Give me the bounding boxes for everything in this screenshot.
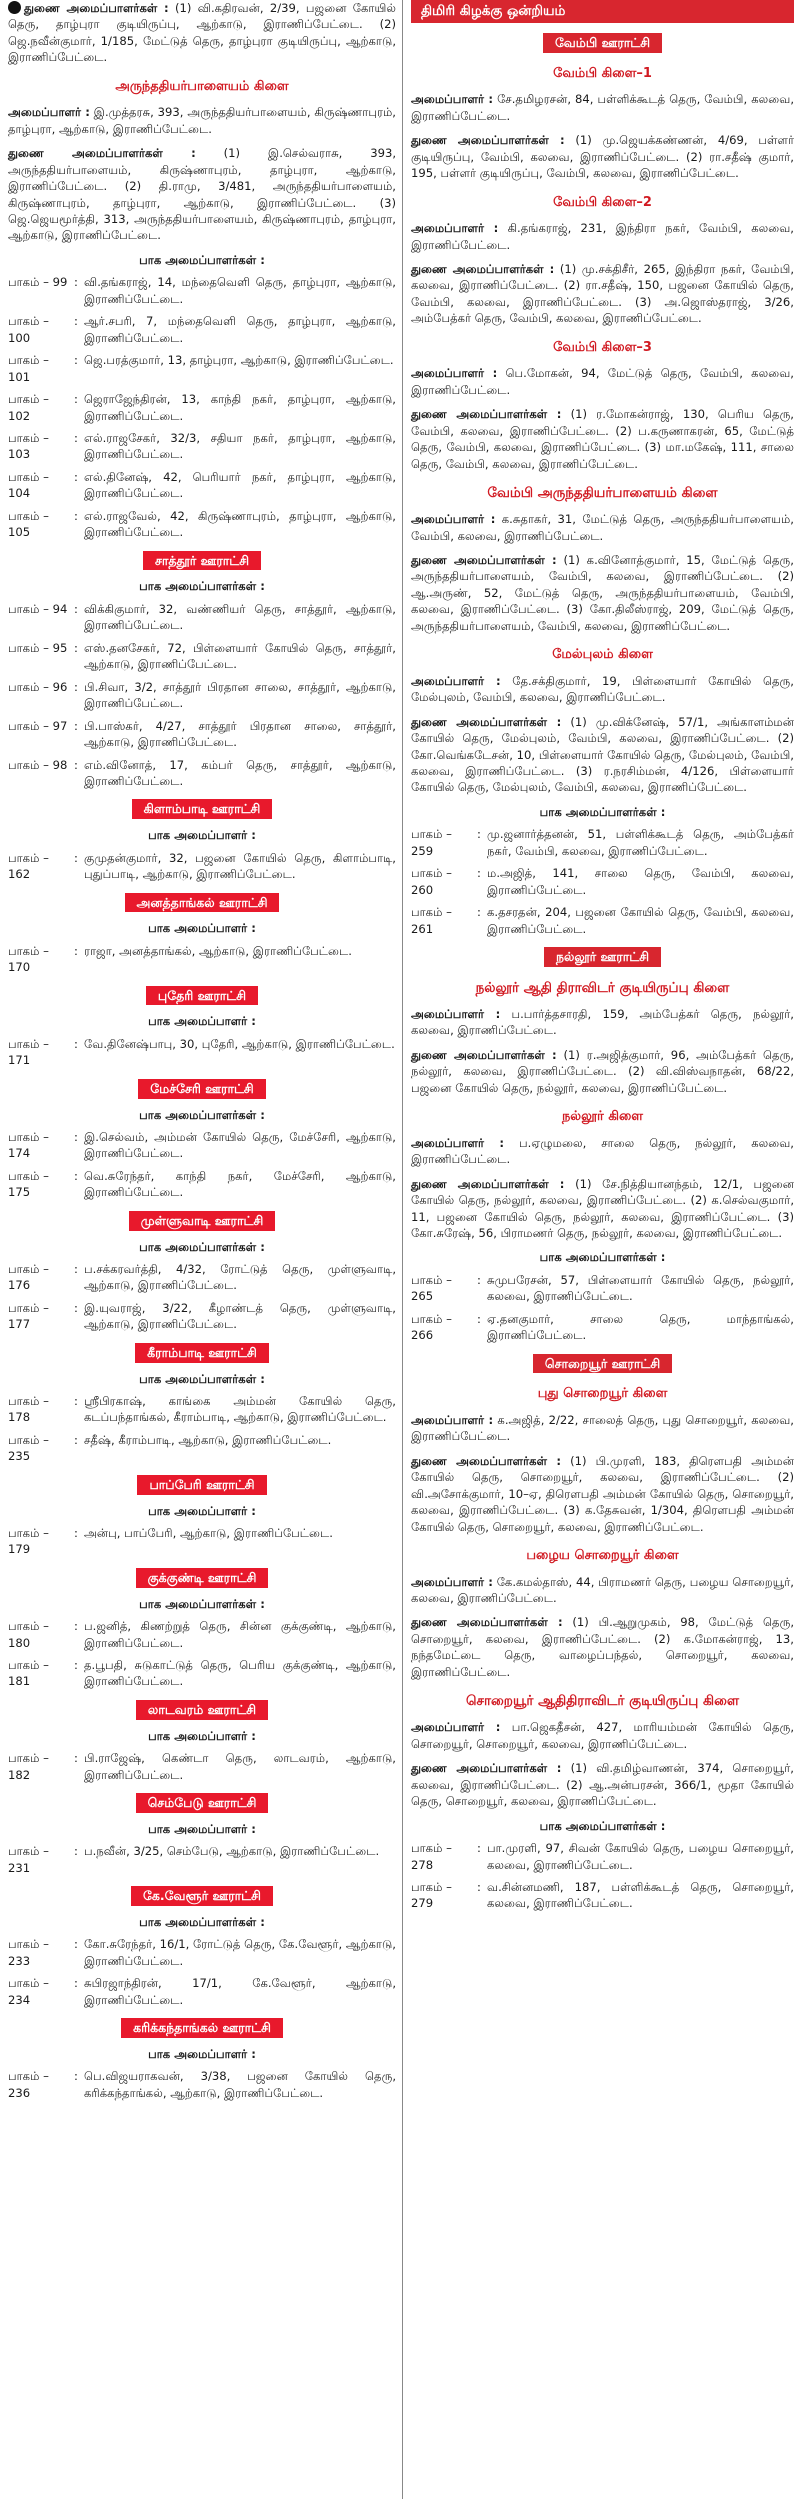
section-title: அருந்ததியர்பாளையம் கிளை bbox=[115, 78, 289, 94]
booth-organiser: சுமுபரேசன், 57, பிள்ளையார் கோயில் தெரு, நல்லூர், கலவை, இராணிப்பேட்டை. bbox=[487, 1272, 794, 1304]
subheading: பாக அமைப்பாளர் : bbox=[148, 1821, 256, 1836]
booth-organiser: ப.நவீன், 3/25, செம்பேடு, ஆற்காடு, இராணிப்பேட்டை. bbox=[84, 1844, 380, 1859]
section-title: கே.வேளூர் ஊராட்சி bbox=[131, 1886, 273, 1906]
booth-organiser: கோ.சுரேந்தர், 16/1, ரோட்டுத் தெரு, கே.வேளூர், ஆற்காடு, இராணிப்பேட்டை. bbox=[84, 1937, 396, 1968]
booth-organiser: பி.பாஸ்கர், 4/27, சாத்தூர் பிரதான சாலை, சாத்தூர், ஆற்காடு, இராணிப்பேட்டை. bbox=[84, 718, 396, 750]
booth-row: பாகம் – 266 : ஏ.தனகுமார், சாலை தெரு, மாந்தாங்கல், இராணிப்பேட்டை. bbox=[411, 1311, 794, 1343]
branch-title: வேம்பி கிளை–1 bbox=[553, 65, 652, 81]
booth-row: பாகம் – 171 : வே.தினேஷ்பாபு, 30, புதேரி, ஆற்காடு, இராணிப்பேட்டை. bbox=[8, 1036, 395, 1068]
booth-row: பாகம் – 233 : கோ.சுரேந்தர், 16/1, ரோட்டுத் தெரு, கே.வேளூர், ஆற்காடு, இராணிப்பேட்டை. bbox=[8, 1937, 396, 1968]
booth-number: பாகம் – 105 bbox=[8, 508, 49, 540]
booth-organiser: பி.சிவா, 3/2, சாத்தூர் பிரதான சாலை, சாத்தூர், ஆற்காடு, இராணிப்பேட்டை. bbox=[84, 679, 396, 711]
booth-number: பாகம் – 176 bbox=[8, 1261, 49, 1293]
branch-title: நல்லூர் கிளை bbox=[561, 1109, 644, 1125]
booth-row: பாகம் – 103 : எல்.ராஜசேகர், 32/3, சதியா நகர், தாழ்புரா, ஆற்காடு, இராணிப்பேட்டை. bbox=[8, 430, 396, 462]
booth-row: பாகம் – 180 : ப.ஜனித், கிணற்றுத் தெரு, சின்ன குக்குண்டி, ஆற்காடு, இராணிப்பேட்டை. bbox=[8, 1619, 396, 1650]
section-title: லாடவரம் ஊராட்சி bbox=[136, 1700, 268, 1720]
booth-organiser: பா.முரளி, 97, சிவன் கோயில் தெரு, பழைய சொறையூர், கலவை, இராணிப்பேட்டை. bbox=[487, 1841, 794, 1872]
booth-row: பாகம் – 234 : சுபிரஜாந்திரன், 17/1, கே.வேளூர், ஆற்காடு, இராணிப்பேட்டை. bbox=[8, 1976, 396, 2007]
booth-list bbox=[8, 1036, 396, 1069]
booth-row: பாகம் – 97 : பி.பாஸ்கர், 4/27, சாத்தூர் பிரதான சாலை, சாத்தூர், ஆற்காடு, இராணிப்பேட்டை. bbox=[8, 718, 396, 750]
booth-organiser: வி.தங்கராஜ், 14, மந்தைவெளி தெரு, தாழ்புரா, ஆற்காடு, இராணிப்பேட்டை. bbox=[84, 275, 396, 306]
booth-organiser: குமுதன்குமார், 32, பஜனை கோயில் தெரு, கிளாம்பாடி, புதுப்பாடி, ஆற்காடு, இராணிப்பேட்டை. bbox=[84, 850, 396, 882]
booth-organiser: வ.சின்னமணி, 187, பள்ளிக்கூடத் தெரு, சொறையூர், கலவை, இராணிப்பேட்டை. bbox=[487, 1880, 794, 1911]
booth-number: பாகம் – 102 bbox=[8, 392, 49, 423]
subheading: பாக அமைப்பாளர்கள் : bbox=[139, 1371, 265, 1386]
booth-number: பாகம் – 235 bbox=[8, 1432, 49, 1464]
section-title: பாப்பேரி ஊராட்சி bbox=[137, 1475, 266, 1495]
booth-number: பாகம் – 234 bbox=[8, 1976, 49, 2007]
subheading: பாக அமைப்பாளர்கள் : bbox=[139, 579, 265, 594]
booth-list bbox=[8, 1843, 396, 1876]
booth-list bbox=[8, 1936, 396, 2008]
booth-organiser: எல்.தினேஷ், 42, பெரியார் நகர், தாழ்புரா, ஆற்காடு, இராணிப்பேட்டை. bbox=[84, 469, 396, 501]
booth-row: பாகம் – 95 : எஸ்.தனசேகர், 72, பிள்ளையார் கோயில் தெரு, சாத்தூர், ஆற்காடு, இராணிப்பேட்டை. bbox=[8, 640, 396, 672]
subheading: பாக அமைப்பாளர்கள் : bbox=[139, 1596, 265, 1611]
booth-list bbox=[8, 1618, 396, 1690]
booth-number: பாகம் – 278 bbox=[411, 1841, 452, 1872]
branch-title: புது சொறையூர் கிளை bbox=[537, 1386, 668, 1402]
section-title: கிளாம்பாடி ஊராட்சி bbox=[132, 799, 273, 819]
booth-list bbox=[8, 943, 396, 976]
subheading: பாக அமைப்பாளர்கள் : bbox=[139, 1239, 265, 1254]
booth-number: பாகம் – 100 bbox=[8, 314, 49, 345]
section-title: முள்ளுவாடி ஊராட்சி bbox=[129, 1211, 276, 1231]
booth-organiser: ப.சக்கரவர்த்தி, 4/32, ரோட்டுத் தெரு, முள்ளுவாடி, ஆற்காடு, இராணிப்பேட்டை. bbox=[84, 1261, 396, 1293]
booth-number: பாகம் – 98 bbox=[8, 757, 68, 772]
booth-number: பாகம் – 174 bbox=[8, 1129, 49, 1161]
booth-row: பாகம் – 101 : ஜெ.பரத்குமார், 13, தாழ்புரா, ஆற்காடு, இராணிப்பேட்டை. bbox=[8, 352, 396, 385]
booth-row: பாகம் – 259 : மு.ஜனார்த்தனன், 51, பள்ளிக்கூடத் தெரு, அம்பேத்கர் நகர், வேம்பி, கலவை, இராணிப்பேட்டை. bbox=[411, 827, 794, 858]
section-title: நல்லூர் ஊராட்சி bbox=[544, 947, 661, 967]
booth-row: பாகம் – 260 : ம.அஜித், 141, சாலை தெரு, வேம்பி, கலவை, இராணிப்பேட்டை. bbox=[411, 866, 794, 897]
section-title: குக்குண்டி ஊராட்சி bbox=[136, 1568, 269, 1588]
branch-title: வேம்பி அருந்ததியர்பாளையம் கிளை bbox=[487, 484, 718, 501]
booth-number: பாகம் – 259 bbox=[411, 827, 452, 858]
booth-number: பாகம் – 279 bbox=[411, 1880, 452, 1911]
subheading: பாக அமைப்பாளர்கள் : bbox=[139, 252, 265, 267]
branch-title: சொறையூர் ஆதிதிராவிடர் குடியிருப்பு கிளை bbox=[465, 1693, 740, 1710]
booth-row: பாகம் – 175 : வெ.சுரேந்தர், காந்தி நகர், மேச்சேரி, ஆற்காடு, இராணிப்பேட்டை. bbox=[8, 1168, 396, 1200]
subheading: பாக அமைப்பாளர்கள் : bbox=[539, 804, 666, 819]
booth-organiser: இ.செல்வம், அம்மன் கோயில் தெரு, மேச்சேரி, ஆற்காடு, இராணிப்பேட்டை. bbox=[84, 1129, 396, 1161]
booth-number: பாகம் – 104 bbox=[8, 469, 49, 501]
subheading: பாக அமைப்பாளர்கள் : bbox=[139, 1107, 265, 1122]
booth-row: பாகம் – 105 : எல்.ராஜவேல், 42, கிருஷ்ணாபுரம், தாழ்புரா, ஆற்காடு, இராணிப்பேட்டை. bbox=[8, 508, 396, 540]
booth-list bbox=[8, 274, 396, 540]
section-title: செம்பேடு ஊராட்சி bbox=[136, 1793, 269, 1813]
booth-number: பாகம் – 178 bbox=[8, 1393, 49, 1425]
booth-row: பாகம் – 98 : எம்.வினோத், 17, கம்பர் தெரு, சாத்தூர், ஆற்காடு, இராணிப்பேட்டை. bbox=[8, 757, 396, 788]
booth-organiser: அன்பு, பாப்பேரி, ஆற்காடு, இராணிப்பேட்டை. bbox=[84, 1526, 333, 1540]
booth-list bbox=[411, 1272, 794, 1344]
booth-number: பாகம் – 175 bbox=[8, 1168, 49, 1200]
bullet-icon bbox=[8, 1, 21, 14]
booth-number: பாகம் – 94 bbox=[8, 601, 68, 616]
booth-row: பாகம் – 162 : குமுதன்குமார், 32, பஜனை கோயில் தெரு, கிளாம்பாடி, புதுப்பாடி, ஆற்காடு, இராணிப்பேட்டை. bbox=[8, 850, 396, 882]
subheading: பாக அமைப்பாளர் : bbox=[148, 1503, 256, 1518]
booth-row: பாகம் – 176 : ப.சக்கரவர்த்தி, 4/32, ரோட்டுத் தெரு, முள்ளுவாடி, ஆற்காடு, இராணிப்பேட்டை. bbox=[8, 1261, 396, 1293]
booth-number: பாகம் – 231 bbox=[8, 1844, 49, 1875]
booth-row: பாகம் – 100 : ஆர்.சபரி, 7, மந்தைவெளி தெரு, தாழ்புரா, ஆற்காடு, இராணிப்பேட்டை. bbox=[8, 314, 396, 345]
booth-organiser: மு.ஜனார்த்தனன், 51, பள்ளிக்கூடத் தெரு, அம்பேத்கர் நகர், வேம்பி, கலவை, இராணிப்பேட்டை. bbox=[487, 827, 794, 858]
booth-number: பாகம் – 170 bbox=[8, 943, 49, 975]
booth-list bbox=[8, 1129, 396, 1201]
booth-row: பாகம் – 235 : சதீஷ், கீராம்பாடி, ஆற்காடு, இராணிப்பேட்டை. bbox=[8, 1432, 396, 1465]
booth-row: பாகம் – 231 : ப.நவீன், 3/25, செம்பேடு, ஆற்காடு, இராணிப்பேட்டை. bbox=[8, 1843, 396, 1876]
branch-title: நல்லூர் ஆதி திராவிடர் குடியிருப்பு கிளை bbox=[475, 979, 730, 996]
booth-organiser: எஸ்.தனசேகர், 72, பிள்ளையார் கோயில் தெரு, சாத்தூர், ஆற்காடு, இராணிப்பேட்டை. bbox=[84, 640, 396, 672]
booth-number: பாகம் – 95 bbox=[8, 640, 68, 655]
booth-organiser: ஆர்.சபரி, 7, மந்தைவெளி தெரு, தாழ்புரா, ஆற்காடு, இராணிப்பேட்டை. bbox=[84, 314, 396, 345]
section-title: சாத்தூர் ஊராட்சி bbox=[143, 551, 261, 571]
booth-organiser: இ.யுவராஜ், 3/22, கீழாண்டத் தெரு, முள்ளுவாடி, ஆற்காடு, இராணிப்பேட்டை. bbox=[84, 1300, 396, 1332]
booth-number: பாகம் – 266 bbox=[411, 1311, 452, 1343]
booth-row: பாகம் – 178 : ஸ்ரீபிரகாஷ், காங்கை அம்மன் கோயில் தெரு, கடப்பந்தாங்கல், கீராம்பாடி, ஆற்காடு, இராணிப்பேட்டை. bbox=[8, 1393, 396, 1425]
booth-organiser: ஸ்ரீபிரகாஷ், காங்கை அம்மன் கோயில் தெரு, கடப்பந்தாங்கல், கீராம்பாடி, ஆற்காடு, இராணிப்பேட்டை. bbox=[84, 1393, 396, 1425]
booth-row: பாகம் – 261 : க.தசரதன், 204, பஜனை கோயில் தெரு, வேம்பி, கலவை, இராணிப்பேட்டை. bbox=[411, 905, 794, 936]
booth-number: பாகம் – 103 bbox=[8, 430, 49, 462]
booth-number: பாகம் – 236 bbox=[8, 2069, 49, 2100]
booth-number: பாகம் – 233 bbox=[8, 1937, 49, 1968]
booth-number: பாகம் – 96 bbox=[8, 679, 68, 694]
section-title: வேம்பி ஊராட்சி bbox=[543, 33, 662, 53]
top-paragraph: துணை அமைப்பாளர்கள் : (1) வி.கதிரவன், 2/39, பஜனை கோயில் தெரு, தாழ்புரா குடியிருப்பு, ஆற்காடு, இராணிப்பேட்டை. (2) ஜெ.நவீன்குமார், 1/185, மேட்டுத் தெரு, தாழ்புரா குடியிருப்பு, ஆற்காடு, இராணிப்பேட்டை. bbox=[8, 1, 396, 65]
booth-number: பாகம் – 261 bbox=[411, 905, 452, 936]
booth-number: பாகம் – 177 bbox=[8, 1300, 49, 1332]
booth-number: பாகம் – 181 bbox=[8, 1658, 49, 1689]
subheading: பாக அமைப்பாளர் : bbox=[148, 828, 256, 843]
booth-row: பாகம் – 102 : ஜெராஜேந்திரன், 13, காந்தி நகர், தாழ்புரா, ஆற்காடு, இராணிப்பேட்டை. bbox=[8, 392, 396, 423]
booth-number: பாகம் – 180 bbox=[8, 1619, 49, 1650]
booth-organiser: ஏ.தனகுமார், சாலை தெரு, மாந்தாங்கல், இராணிப்பேட்டை. bbox=[487, 1311, 794, 1343]
booth-row: பாகம் – 179 : அன்பு, பாப்பேரி, ஆற்காடு, இராணிப்பேட்டை. bbox=[8, 1525, 396, 1558]
booth-list bbox=[411, 1840, 794, 1912]
booth-row: பாகம் – 96 : பி.சிவா, 3/2, சாத்தூர் பிரதான சாலை, சாத்தூர், ஆற்காடு, இராணிப்பேட்டை. bbox=[8, 679, 396, 711]
booth-number: பாகம் – 179 bbox=[8, 1526, 49, 1557]
booth-list bbox=[8, 2068, 396, 2101]
booth-number: பாகம் – 182 bbox=[8, 1751, 49, 1782]
section-title: மேச்சேரி ஊராட்சி bbox=[138, 1079, 265, 1099]
booth-organiser: எல்.ராஜசேகர், 32/3, சதியா நகர், தாழ்புரா, ஆற்காடு, இராணிப்பேட்டை. bbox=[84, 430, 396, 462]
booth-organiser: ஜெராஜேந்திரன், 13, காந்தி நகர், தாழ்புரா, ஆற்காடு, இராணிப்பேட்டை. bbox=[84, 392, 396, 423]
booth-row: பாகம் – 170 : ராஜா, அனத்தாங்கல், ஆற்காடு, இராணிப்பேட்டை. bbox=[8, 943, 396, 976]
booth-organiser: பி.ராஜேஷ், கெண்டா தெரு, லாடவரம், ஆற்காடு, இராணிப்பேட்டை. bbox=[84, 1751, 396, 1782]
subheading: பாக அமைப்பாளர்கள் : bbox=[139, 1914, 265, 1929]
booth-row: பாகம் – 236 : பெ.விஜயராகவன், 3/38, பஜனை கோயில் தெரு, கரிக்கந்தாங்கல், ஆற்காடு, இராணிப்பேட்டை. bbox=[8, 2069, 396, 2100]
booth-row: பாகம் – 265 : சுமுபரேசன், 57, பிள்ளையார் கோயில் தெரு, நல்லூர், கலவை, இராணிப்பேட்டை. bbox=[411, 1272, 794, 1304]
section-title: அனத்தாங்கல் ஊராட்சி bbox=[125, 893, 280, 913]
booth-number: பாகம் – 99 bbox=[8, 275, 68, 290]
booth-organiser: பெ.விஜயராகவன், 3/38, பஜனை கோயில் தெரு, கரிக்கந்தாங்கல், ஆற்காடு, இராணிப்பேட்டை. bbox=[84, 2069, 396, 2100]
booth-number: பாகம் – 97 bbox=[8, 718, 68, 733]
booth-row: பாகம் – 278 : பா.முரளி, 97, சிவன் கோயில் தெரு, பழைய சொறையூர், கலவை, இராணிப்பேட்டை. bbox=[411, 1841, 794, 1872]
booth-organiser: எம்.வினோத், 17, கம்பர் தெரு, சாத்தூர், ஆற்காடு, இராணிப்பேட்டை. bbox=[84, 757, 396, 788]
booth-row: பாகம் – 182 : பி.ராஜேஷ், கெண்டா தெரு, லாடவரம், ஆற்காடு, இராணிப்பேட்டை. bbox=[8, 1751, 396, 1782]
booth-number: பாகம் – 101 bbox=[8, 353, 49, 384]
booth-row: பாகம் – 177 : இ.யுவராஜ், 3/22, கீழாண்டத் தெரு, முள்ளுவாடி, ஆற்காடு, இராணிப்பேட்டை. bbox=[8, 1300, 396, 1332]
booth-organiser: சுபிரஜாந்திரன், 17/1, கே.வேளூர், ஆற்காடு, இராணிப்பேட்டை. bbox=[84, 1976, 396, 2007]
booth-organiser: த.பூபதி, சுடுகாட்டுத் தெரு, பெரிய குக்குண்டி, ஆற்காடு, இராணிப்பேட்டை. bbox=[84, 1658, 396, 1689]
booth-organiser: ம.அஜித், 141, சாலை தெரு, வேம்பி, கலவை, இராணிப்பேட்டை. bbox=[487, 866, 794, 897]
booth-organiser: எல்.ராஜவேல், 42, கிருஷ்ணாபுரம், தாழ்புரா, ஆற்காடு, இராணிப்பேட்டை. bbox=[84, 508, 396, 540]
booth-number: பாகம் – 162 bbox=[8, 850, 49, 882]
subheading: பாக அமைப்பாளர் : bbox=[148, 1014, 256, 1029]
booth-list bbox=[8, 601, 396, 790]
booth-row: பாகம் – 104 : எல்.தினேஷ், 42, பெரியார் நகர், தாழ்புரா, ஆற்காடு, இராணிப்பேட்டை. bbox=[8, 469, 396, 501]
booth-list bbox=[8, 1525, 396, 1558]
branch-title: வேம்பி கிளை–2 bbox=[553, 194, 652, 210]
booth-organiser: வே.தினேஷ்பாபு, 30, புதேரி, ஆற்காடு, இராணிப்பேட்டை. bbox=[84, 1036, 395, 1051]
branch-title: மேல்புலம் கிளை bbox=[552, 647, 653, 663]
union-title: திமிரி கிழக்கு ஒன்றியம் bbox=[411, 0, 794, 23]
booth-organiser: க.தசரதன், 204, பஜனை கோயில் தெரு, வேம்பி, கலவை, இராணிப்பேட்டை. bbox=[487, 905, 794, 936]
subheading: பாக அமைப்பாளர் : bbox=[148, 921, 256, 936]
booth-organiser: ஜெ.பரத்குமார், 13, தாழ்புரா, ஆற்காடு, இராணிப்பேட்டை. bbox=[84, 353, 394, 368]
right-column: திமிரி கிழக்கு ஒன்றியம் வேம்பி ஊராட்சி வேம்பி கிளை–1 அமைப்பாளர் : சே.தமிழரசன், 84, பள்ளிக்கூடத் தெரு, வேம்பி, கலவை, இராணிப்பேட்டை. துணை அமைப்பாளர்கள் : (1) மு.ஜெயக்கண்ணன், 4/69, பள்ளர் குடியிருப்பு, வேம்பி, கலவை, இராணிப்பேட்டை. (2) ரா.சதீஷ் குமார், 195, பள்ளர் குடியிருப்பு, வேம்பி, கலவை, இராணிப்பேட்டை. வேம்பி கிளை–2 அமைப்பாளர் : கி.தங்கராஜ், 231, இந்திரா நகர், வேம்பி, கலவை, இராணிப்பேட்டை. துணை அமைப்பாளர்கள் : (1) மு.சக்திசீர், 265, இந்திரா நகர், வேம்பி, கலவை, இராணிப்பேட்டை. (2) ரா.சதீஷ், 150, பஜனை கோயில் தெரு, வேம்பி, கலவை, இராணிப்பேட்டை. (3) அ.ஜொஸ்தராஜ், 3/26, அம்பேத்கர் தெரு, வேம்பி, கலவை, இராணிப்பேட்டை. வேம்பி கிளை–3 அமைப்பாளர் : பெ.மோகன், 94, மேட்டுத் தெரு, வேம்பி, கலவை, இராணிப்பேட்டை. துணை அமைப்பாளர்கள் : (1) ர.மோகன்ராஜ், 130, பெரிய தெரு, வேம்பி, கலவை, இராணிப்பேட்டை. (2) ப.கருணாகரன், 65, மேட்டுத் தெரு, வேம்பி, கலவை, இராணிப்பேட்டை. (3) மா.மகேஷ், 111, சாலை தெரு, வேம்பி, கலவை, இராணிப்பேட்டை. வேம்பி அருந்ததியர்பாளையம் கிளை அமைப்பாளர் : க.சுதாகர், 31, மேட்டுத் தெரு, அருந்ததியர்பாளையம், வேம்பி, கலவை, இராணிப்பேட்டை. துணை அமைப்பாளர்கள் : (1) க.வினோத்குமார், 15, மேட்டுத் தெரு, அருந்ததியர்பாளையம், வேம்பி, கலவை, இராணிப்பேட்டை. (2) ஆ.அருண், 52, மேட்டுத் தெரு, அருந்ததியர்பாளையம், வேம்பி, கலவை, இராணிப்பேட்டை. (3) கோ.திலீஸ்ராஜ், 209, மேட்டுத் தெரு, அருந்ததியர்பாளையம், வேம்பி, கலவை, இராணிப்பேட்டை. மேல்புலம் கிளை அமைப்பாளர் : தே.சக்திகுமார், 19, பிள்ளையார் கோயில் தெரு, மேல்புலம், வேம்பி, கலவை, இராணிப்பேட்டை. துணை அமைப்பாளர்கள் : (1) மு.விக்னேஷ், 57/1, அங்காளம்மன் கோயில் தெரு, மேல்புலம், வேம்பி, கலவை, இராணிப்பேட்டை. (2) கோ.வெங்கடேசன், 10, பிள்ளையார் கோயில் தெரு, மேல்புலம், வேம்பி, கலவை, இராணிப்பேட்டை. (3) ர.நரசிம்மன், 4/126, பிள்ளையார் கோயில் தெரு, மேல்புலம், வேம்பி, கலவை, இராணிப்பேட்டை. பாக அமைப்பாளர்கள் : பாகம் – 259 : மு.ஜனார்த்தனன், 51, பள்ளிக்கூடத் தெரு, அம்பேத்கர் நகர், வேம்பி, கலவை, இராணிப்பேட்டை. பாகம் – 260 : ம.அஜித், 141, சாலை தெரு, வேம்பி, கலவை, இராணிப்பேட்டை. பாகம் – 261 : க.தசரதன், 204, பஜனை கோயில் தெரு, வேம்பி, கலவை, இராணிப்பேட்டை. நல்லூர் ஊராட்சி நல்லூர் ஆதி திராவிடர் குடியிருப்பு கிளை அமைப்பாளர் : ப.பார்த்தசாரதி, 159, அம்பேத்கர் தெரு, நல்லூர், கலவை, இராணிப்பேட்டை. துணை அமைப்பாளர்கள் : (1) ர.அஜித்குமார், 96, அம்பேத்கர் தெரு, நல்லூர், கலவை, இராணிப்பேட்டை. (2) வி.விஸ்வநாதன், 68/22, பஜனை கோயில் தெரு, நல்லூர், கலவை, இராணிப்பேட்டை. நல்லூர் கிளை அமைப்பாளர் : ப.ஏழுமலை, சாலை தெரு, நல்லூர், கலவை, இராணிப்பேட்டை. துணை அமைப்பாளர்கள் : (1) சே.நித்தியானந்தம், 12/1, பஜனை கோயில் தெரு, நல்லூர், கலவை, இராணிப்பேட்டை. (2) க.செல்வகுமார், 11, பஜனை கோயில் தெரு, நல்லூர், கலவை, இராணிப்பேட்டை. (3) கோ.சுரேஷ், 56, பிராமணர் தெரு, நல்லூர், கலவை, இராணிப்பேட்டை. பாக அமைப்பாளர்கள் : பாகம் – 265 : சுமுபரேசன், 57, பிள்ளையார் கோயில் தெரு, நல்லூர், கலவை, இராணிப்பேட்டை. பாகம் – 266 : ஏ.தனகுமார், சாலை தெரு, மாந்தாங்கல், இராணிப்பேட்டை. சொறையூர் ஊராட்சி புது சொறையூர் கிளை அமைப்பாளர் : க.அஜித், 2/22, சாலைத் தெரு, புது சொறையூர், கலவை, இராணிப்பேட்டை. துணை அமைப்பாளர்கள் : (1) பி.முரளி, 183, திரௌபதி அம்மன் கோயில் தெரு, சொறையூர், கலவை, இராணிப்பேட்டை. (2) வி.அசோக்குமார், 10–ஏ, திரௌபதி அம்மன் கோயில் தெரு, சொறையூர், கலவை, இராணிப்பேட்டை. (3) க.தேசுவன், 1/304, திரௌபதி அம்மன் கோயில் தெரு, சொறையூர், கலவை, இராணிப்பேட்டை. பழைய சொறையூர் கிளை அமைப்பாளர் : கே.கமல்தாஸ், 44, பிராமணர் தெரு, பழைய சொறையூர், கலவை, இராணிப்பேட்டை. துணை அமைப்பாளர்கள் : (1) பி.ஆறுமுகம், 98, மேட்டுத் தெரு, சொறையூர், கலவை, இராணிப்பேட்டை. (2) க.மோகன்ராஜ், 13, நந்தமேட்டை தெரு, வாழைப்பந்தல், சொறையூர், கலவை, இராணிப்பேட்டை. சொறையூர் ஆதிதிராவிடர் குடியிருப்பு கிளை அமைப்பாளர் : பா.ஜெகதீசன், 427, மாரியம்மன் கோயில் தெரு, சொறையூர், சொறையூர், கலவை, இராணிப்பேட்டை. துணை அமைப்பாளர்கள் : (1) வி.தமிழ்வாணன், 374, சொறையூர், கலவை, இராணிப்பேட்டை. (2) ஆ.அன்பரசன், 366/1, மூதா கோயில் தெரு, சொறையூர், கலவை, இராணிப்பேட்டை. பாக அமைப்பாளர்கள் : பாகம் – 278 : பா.முரளி, 97, சிவன் கோயில் தெரு, பழைய சொறையூர், கலவை, இராணிப்பேட்டை. பாகம் – 279 : வ.சின்னமணி, 187, பள்ளிக்கூடத் தெரு, சொறையூர், கலவை, இராணிப்பேட்டை. bbox=[403, 0, 800, 2499]
booth-number: பாகம் – 260 bbox=[411, 866, 452, 897]
subheading: பாக அமைப்பாளர்கள் : bbox=[539, 1250, 666, 1265]
booth-number: பாகம் – 265 bbox=[411, 1272, 452, 1304]
booth-list bbox=[8, 1750, 396, 1783]
booth-row: பாகம் – 174 : இ.செல்வம், அம்மன் கோயில் தெரு, மேச்சேரி, ஆற்காடு, இராணிப்பேட்டை. bbox=[8, 1129, 396, 1161]
booth-organiser: சதீஷ், கீராம்பாடி, ஆற்காடு, இராணிப்பேட்டை. bbox=[84, 1432, 332, 1447]
booth-row: பாகம் – 279 : வ.சின்னமணி, 187, பள்ளிக்கூடத் தெரு, சொறையூர், கலவை, இராணிப்பேட்டை. bbox=[411, 1880, 794, 1911]
subheading: பாக அமைப்பாளர் : bbox=[148, 1728, 256, 1743]
branch-title: வேம்பி கிளை–3 bbox=[553, 339, 652, 355]
subheading: பாக அமைப்பாளர் : bbox=[148, 2046, 256, 2061]
booth-list bbox=[8, 1393, 396, 1465]
booth-number: பாகம் – 171 bbox=[8, 1036, 49, 1068]
section-title: கீராம்பாடி ஊராட்சி bbox=[135, 1343, 269, 1363]
left-column: துணை அமைப்பாளர்கள் : (1) வி.கதிரவன், 2/39, பஜனை கோயில் தெரு, தாழ்புரா குடியிருப்பு, ஆற்காடு, இராணிப்பேட்டை. (2) ஜெ.நவீன்குமார், 1/185, மேட்டுத் தெரு, தாழ்புரா குடியிருப்பு, ஆற்காடு, இராணிப்பேட்டை. அருந்ததியர்பாளையம் கிளை அமைப்பாளர் : இ.முத்தரசு, 393, அருந்ததியர்பாளையம், கிருஷ்ணாபுரம், தாழ்புரா, ஆற்காடு, இராணிப்பேட்டை. துணை அமைப்பாளர்கள் : (1) இ.செல்வராசு, 393, அருந்ததியர்பாளையம், கிருஷ்ணாபுரம், தாழ்புரா, ஆற்காடு, இராணிப்பேட்டை. (2) தி.ராமு, 3/481, அருந்ததியர்பாளையம், கிருஷ்ணாபுரம், தாழ்புரா, ஆற்காடு, இராணிப்பேட்டை. (3) ஜெ.ஜெயமூர்த்தி, 313, அருந்ததியர்பாளையம், கிருஷ்ணாபுரம், தாழ்புரா, ஆற்காடு, இராணிப்பேட்டை. பாக அமைப்பாளர்கள் : பாகம் – 99 : வி.தங்கராஜ், 14, மந்தைவெளி தெரு, தாழ்புரா, ஆற்காடு, இராணிப்பேட்டை. பாகம் – 100 : ஆர்.சபரி, 7, மந்தைவெளி தெரு, தாழ்புரா, ஆற்காடு, இராணிப்பேட்டை. பாகம் – 101 : ஜெ.பரத்குமார், 13, தாழ்புரா, ஆற்காடு, இராணிப்பேட்டை. பாகம் – 102 : ஜெராஜேந்திரன், 13, காந்தி நகர், தாழ்புரா, ஆற்காடு, இராணிப்பேட்டை. பாகம் – 103 : எல்.ராஜசேகர், 32/3, சதியா நகர், தாழ்புரா, ஆற்காடு, இராணிப்பேட்டை. பாகம் – 104 : எல்.தினேஷ், 42, பெரியார் நகர், தாழ்புரா, ஆற்காடு, இராணிப்பேட்டை. பாகம் – 105 : எல்.ராஜவேல், 42, கிருஷ்ணாபுரம், தாழ்புரா, ஆற்காடு, இராணிப்பேட்டை. சாத்தூர் ஊராட்சி பாக அமைப்பாளர்கள் : பாகம் – 94 : விக்கிகுமார், 32, வண்ணியர் தெரு, சாத்தூர், ஆற்காடு, இராணிப்பேட்டை. பாகம் – 95 : எஸ்.தனசேகர், 72, பிள்ளையார் கோயில் தெரு, சாத்தூர், ஆற்காடு, இராணிப்பேட்டை. பாகம் – 96 : பி.சிவா, 3/2, சாத்தூர் பிரதான சாலை, சாத்தூர், ஆற்காடு, இராணிப்பேட்டை. பாகம் – 97 : பி.பாஸ்கர், 4/27, சாத்தூர் பிரதான சாலை, சாத்தூர், ஆற்காடு, இராணிப்பேட்டை. பாகம் – 98 : எம்.வினோத், 17, கம்பர் தெரு, சாத்தூர், ஆற்காடு, இராணிப்பேட்டை. கிளாம்பாடி ஊராட்சி பாக அமைப்பாளர் : பாகம் – 162 : குமுதன்குமார், 32, பஜனை கோயில் தெரு, கிளாம்பாடி, புதுப்பாடி, ஆற்காடு, இராணிப்பேட்டை. அனத்தாங்கல் ஊராட்சி பாக அமைப்பாளர் : பாகம் – 170 : ராஜா, அனத்தாங்கல், ஆற்காடு, இராணிப்பேட்டை. புதேரி ஊராட்சி பாக அமைப்பாளர் : பாகம் – 171 : வே.தினேஷ்பாபு, 30, புதேரி, ஆற்காடு, இராணிப்பேட்டை. மேச்சேரி ஊராட்சி பாக அமைப்பாளர்கள் : பாகம் – 174 : இ.செல்வம், அம்மன் கோயில் தெரு, மேச்சேரி, ஆற்காடு, இராணிப்பேட்டை. பாகம் – 175 : வெ.சுரேந்தர், காந்தி நகர், மேச்சேரி, ஆற்காடு, இராணிப்பேட்டை. முள்ளுவாடி ஊராட்சி பாக அமைப்பாளர்கள் : பாகம் – 176 : ப.சக்கரவர்த்தி, 4/32, ரோட்டுத் தெரு, முள்ளுவாடி, ஆற்காடு, இராணிப்பேட்டை. பாகம் – 177 : இ.யுவராஜ், 3/22, கீழாண்டத் தெரு, முள்ளுவாடி, ஆற்காடு, இராணிப்பேட்டை. கீராம்பாடி ஊராட்சி பாக அமைப்பாளர்கள் : பாகம் – 178 : ஸ்ரீபிரகாஷ், காங்கை அம்மன் கோயில் தெரு, கடப்பந்தாங்கல், கீராம்பாடி, ஆற்காடு, இராணிப்பேட்டை. பாகம் – 235 : சதீஷ், கீராம்பாடி, ஆற்காடு, இராணிப்பேட்டை. பாப்பேரி ஊராட்சி பாக அமைப்பாளர் : பாகம் – 179 : அன்பு, பாப்பேரி, ஆற்காடு, இராணிப்பேட்டை. குக்குண்டி ஊராட்சி பாக அமைப்பாளர்கள் : பாகம் – 180 : ப.ஜனித், கிணற்றுத் தெரு, சின்ன குக்குண்டி, ஆற்காடு, இராணிப்பேட்டை. பாகம் – 181 : த.பூபதி, சுடுகாட்டுத் தெரு, பெரிய குக்குண்டி, ஆற்காடு, இராணிப்பேட்டை. லாடவரம் ஊராட்சி பாக அமைப்பாளர் : பாகம் – 182 : பி.ராஜேஷ், கெண்டா தெரு, லாடவரம், ஆற்காடு, இராணிப்பேட்டை. செம்பேடு ஊராட்சி பாக அமைப்பாளர் : பாகம் – 231 : ப.நவீன், 3/25, செம்பேடு, ஆற்காடு, இராணிப்பேட்டை. கே.வேளூர் ஊராட்சி பாக அமைப்பாளர்கள் : பாகம் – 233 : கோ.சுரேந்தர், 16/1, ரோட்டுத் தெரு, கே.வேளூர், ஆற்காடு, இராணிப்பேட்டை. பாகம் – 234 : சுபிரஜாந்திரன், 17/1, கே.வேளூர், ஆற்காடு, இராணிப்பேட்டை. கரிக்கந்தாங்கல் ஊராட்சி பாக அமைப்பாளர் : பாகம் – 236 : பெ.விஜயராகவன், 3/38, பஜனை கோயில் தெரு, கரிக்கந்தாங்கல், ஆற்காடு, இராணிப்பேட்டை. bbox=[0, 0, 403, 2499]
booth-list bbox=[8, 1261, 396, 1333]
branch-title: பழைய சொறையூர் கிளை bbox=[526, 1548, 679, 1564]
booth-row: பாகம் – 99 : வி.தங்கராஜ், 14, மந்தைவெளி தெரு, தாழ்புரா, ஆற்காடு, இராணிப்பேட்டை. bbox=[8, 275, 396, 306]
booth-list bbox=[411, 826, 794, 937]
booth-list bbox=[8, 850, 396, 883]
booth-row: பாகம் – 94 : விக்கிகுமார், 32, வண்ணியர் தெரு, சாத்தூர், ஆற்காடு, இராணிப்பேட்டை. bbox=[8, 601, 396, 633]
booth-row: பாகம் – 181 : த.பூபதி, சுடுகாட்டுத் தெரு, பெரிய குக்குண்டி, ஆற்காடு, இராணிப்பேட்டை. bbox=[8, 1658, 396, 1689]
section-title: கரிக்கந்தாங்கல் ஊராட்சி bbox=[121, 2018, 283, 2038]
booth-organiser: விக்கிகுமார், 32, வண்ணியர் தெரு, சாத்தூர், ஆற்காடு, இராணிப்பேட்டை. bbox=[84, 601, 396, 633]
section-title: சொறையூர் ஊராட்சி bbox=[533, 1354, 672, 1374]
booth-organiser: வெ.சுரேந்தர், காந்தி நகர், மேச்சேரி, ஆற்காடு, இராணிப்பேட்டை. bbox=[84, 1168, 396, 1200]
booth-organiser: ப.ஜனித், கிணற்றுத் தெரு, சின்ன குக்குண்டி, ஆற்காடு, இராணிப்பேட்டை. bbox=[84, 1619, 396, 1650]
section-title: புதேரி ஊராட்சி bbox=[146, 986, 258, 1006]
booth-organiser: ராஜா, அனத்தாங்கல், ஆற்காடு, இராணிப்பேட்டை. bbox=[84, 943, 352, 958]
subheading: பாக அமைப்பாளர்கள் : bbox=[539, 1818, 666, 1833]
